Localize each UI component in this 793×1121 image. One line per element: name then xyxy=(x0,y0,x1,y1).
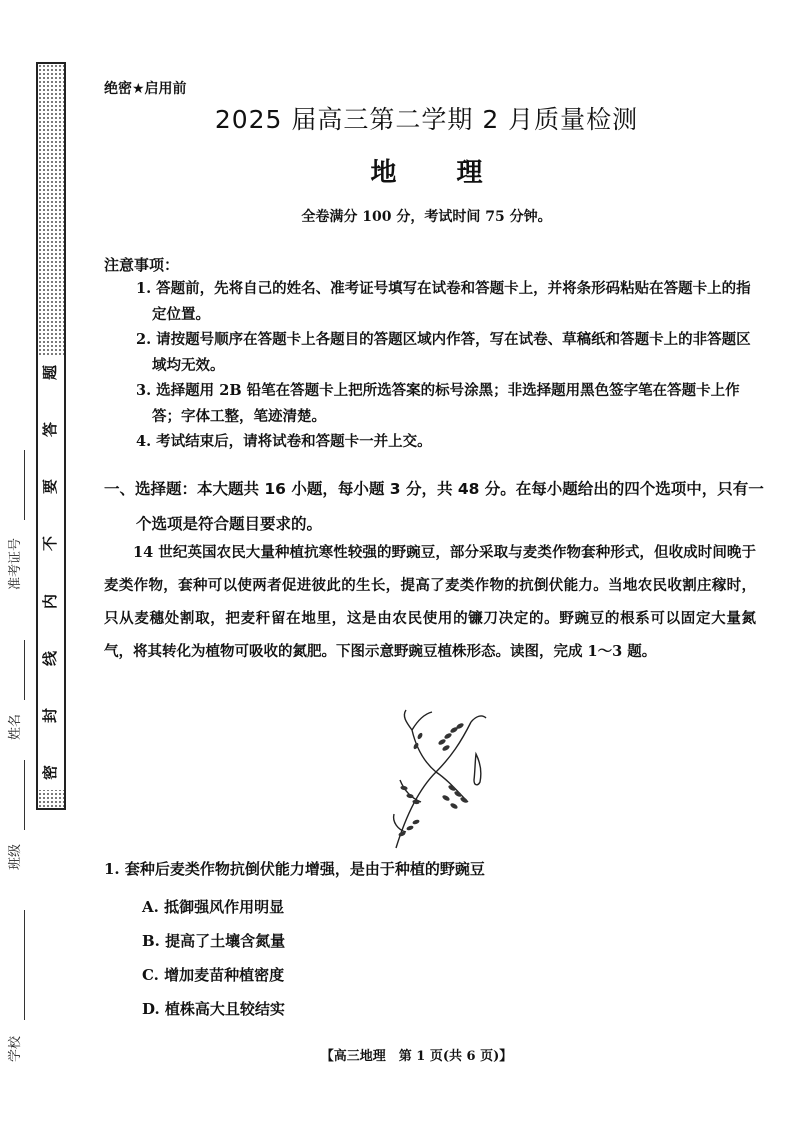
reading-passage xyxy=(104,536,756,668)
seal-char: 题 xyxy=(41,364,60,381)
student-info-fields xyxy=(0,440,36,1080)
question-1-stem: 1. 套种后麦类作物抗倒伏能力增强，是由于种植的野豌豆 xyxy=(104,860,485,878)
page-footer: 【高三地理 第 1 页(共 6 页)】 xyxy=(320,1049,513,1064)
section-header xyxy=(104,472,764,542)
notice-list xyxy=(136,276,756,455)
class-field-label: 班级 xyxy=(8,843,23,870)
school-field-label: 学校 xyxy=(8,1035,23,1062)
passage-text: 14 世纪英国农民大量种植抗寒性较强的野豌豆，部分采取与麦类作物套种形式，但收成时间晚于麦类作物，套种可以使两者促进彼此的生长，提高了麦类作物的抗倒伏能力。当地农民收割庄稼时，只从麦穗处割取，把麦秆留在地里，这是由农民使用的镰刀决定的。野豌豆的根系可以固定大量氮气，将其转化为植物可吸收的氮肥。下图示意野豌豆植株形态。读图，完成 1～3 题。 xyxy=(104,544,756,660)
seal-char: 内 xyxy=(41,593,60,609)
option-d[interactable]: D. 植株高大且较结实 xyxy=(142,1000,285,1018)
seal-char: 要 xyxy=(41,479,60,495)
notice-item: 3. 选择题用 2B 铅笔在答题卡上把所选答案的标号涂黑；非选择题用黑色签字笔在答题卡上作答；字体工整，笔迹清楚。 xyxy=(136,382,740,425)
subject-title: 地理 xyxy=(370,158,543,188)
seal-char: 封 xyxy=(41,707,60,723)
seal-char: 线 xyxy=(41,650,60,666)
name-field-label: 姓名 xyxy=(8,713,23,740)
school-field-line[interactable] xyxy=(24,910,25,1020)
seal-char: 答 xyxy=(41,422,60,438)
exam-info: 全卷满分 100 分，考试时间 75 分钟。 xyxy=(301,209,552,225)
vetch-plant-illustration-icon xyxy=(376,702,494,852)
section-header-line2: 个选项是符合题目要求的。 xyxy=(136,515,323,533)
option-c[interactable]: C. 增加麦苗种植密度 xyxy=(142,966,285,984)
seal-char: 密 xyxy=(41,764,60,780)
seal-char: 不 xyxy=(41,536,60,552)
exam-id-field-line[interactable] xyxy=(24,450,25,520)
question-1-options xyxy=(142,890,285,1026)
option-a[interactable]: A. 抵御强风作用明显 xyxy=(142,898,285,916)
notice-item: 4. 考试结束后，请将试卷和答题卡一并上交。 xyxy=(136,433,432,450)
notice-item: 1. 答题前，先将自己的姓名、准考证号填写在试卷和答题卡上，并将条形码粘贴在答题卡上的指定位置。 xyxy=(136,280,751,323)
exam-title: 2025 届高三第二学期 2 月质量检测 xyxy=(214,105,639,134)
class-field-line[interactable] xyxy=(24,760,25,830)
exam-id-field-label: 准考证号 xyxy=(8,537,23,590)
notice-title: 注意事项： xyxy=(104,256,180,274)
name-field-line[interactable] xyxy=(24,640,25,700)
confidential-label: 绝密★启用前 xyxy=(104,81,187,97)
seal-line-notice xyxy=(38,355,64,790)
option-b[interactable]: B. 提高了土壤含氮量 xyxy=(142,932,286,950)
notice-item: 2. 请按题号顺序在答题卡上各题目的答题区域内作答，写在试卷、草稿纸和答题卡上的非答题区域均无效。 xyxy=(136,331,751,374)
section-header-line1: 一、选择题：本大题共 16 小题，每小题 3 分，共 48 分。在每小题给出的四个选项中，只有一 xyxy=(104,480,764,498)
